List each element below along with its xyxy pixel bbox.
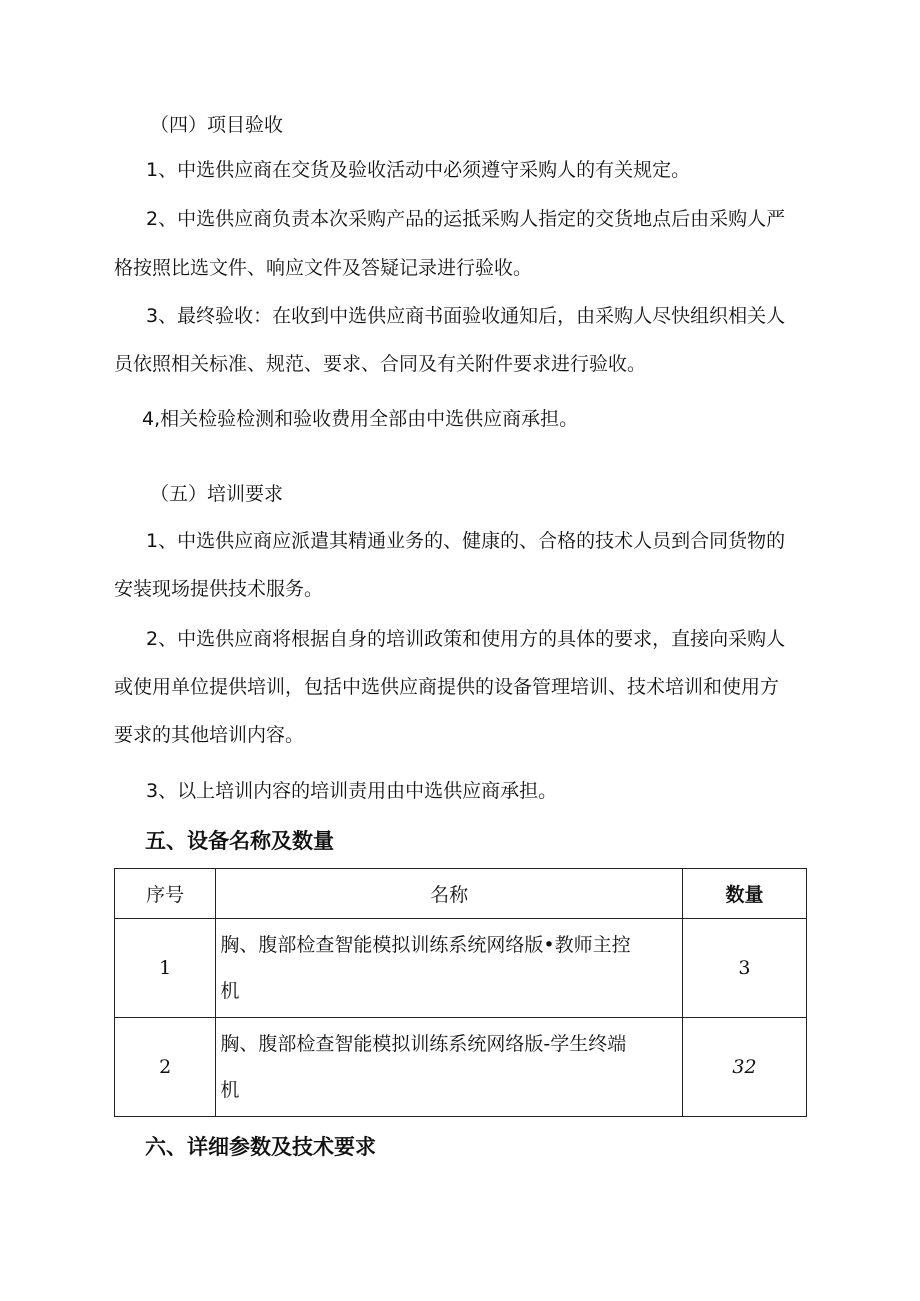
- training-item-1-line-2: 安装现场提供技术服务。: [114, 578, 324, 600]
- row-2-qty: 32: [682, 1018, 806, 1117]
- training-item-2-line-2: 或使用单位提供培训，包括中选供应商提供的设备管理培训、技术培训和使用方: [114, 676, 780, 698]
- training-item-2-line-1: 2、中选供应商将根据自身的培训政策和使用方的具体的要求，直接向采购人: [146, 628, 786, 650]
- training-item-1-line-1: 1、中选供应商应派遣其精通业务的、健康的、合格的技术人员到合同货物的: [146, 530, 786, 552]
- training-item-3-line-1: 3、以上培训内容的培训责用由中选供应商承担。: [146, 780, 558, 802]
- header-qty: 数量: [682, 869, 806, 919]
- header-name: 名称: [216, 869, 683, 919]
- table-row: [115, 919, 807, 1018]
- row-1-name-line-1: 胸、腹部检查智能模拟训练系统网络版•教师主控: [220, 934, 631, 956]
- row-1-no: 1: [115, 919, 216, 1018]
- table-row: [115, 1018, 807, 1117]
- acceptance-item-2-line-1: 2、中选供应商负责本次采购产品的运抵采购人指定的交货地点后由采购人严: [146, 208, 786, 230]
- header-no: 序号: [115, 869, 216, 919]
- acceptance-heading: （四）项目验收: [150, 114, 284, 136]
- row-1-name-line-2: 机: [220, 980, 240, 1002]
- acceptance-item-3-line-2: 员依照相关标准、规范、要求、合同及有关附件要求进行验收。: [114, 353, 647, 375]
- equipment-table: [114, 868, 807, 1117]
- row-2-name-line-1: 胸、腹部检查智能模拟训练系统网络版-学生终端: [220, 1033, 627, 1055]
- details-section-title: 六、详细参数及技术要求: [145, 1135, 376, 1159]
- row-2-name: [216, 1018, 683, 1117]
- row-2-no: 2: [115, 1018, 216, 1117]
- row-1-name: [216, 919, 683, 1018]
- training-heading: （五）培训要求: [150, 483, 284, 505]
- row-1-qty: 3: [682, 919, 806, 1018]
- equipment-section-title: 五、设备名称及数量: [145, 829, 334, 853]
- acceptance-item-3-line-1: 3、最终验收：在收到中选供应商书面验收通知后，由采购人尽快组织相关人: [146, 305, 786, 327]
- equipment-table-header-row: [115, 869, 807, 919]
- training-item-2-line-3: 要求的其他培训内容。: [114, 724, 305, 746]
- acceptance-item-4-line-1: 4,相关检验检测和验收费用全部由中选供应商承担。: [142, 408, 579, 430]
- acceptance-item-1-line-1: 1、中选供应商在交货及验收活动中必须遵守采购人的有关规定。: [146, 159, 691, 181]
- row-2-name-line-2: 机: [220, 1079, 240, 1101]
- acceptance-item-2-line-2: 格按照比选文件、响应文件及答疑记录进行验收。: [114, 257, 533, 279]
